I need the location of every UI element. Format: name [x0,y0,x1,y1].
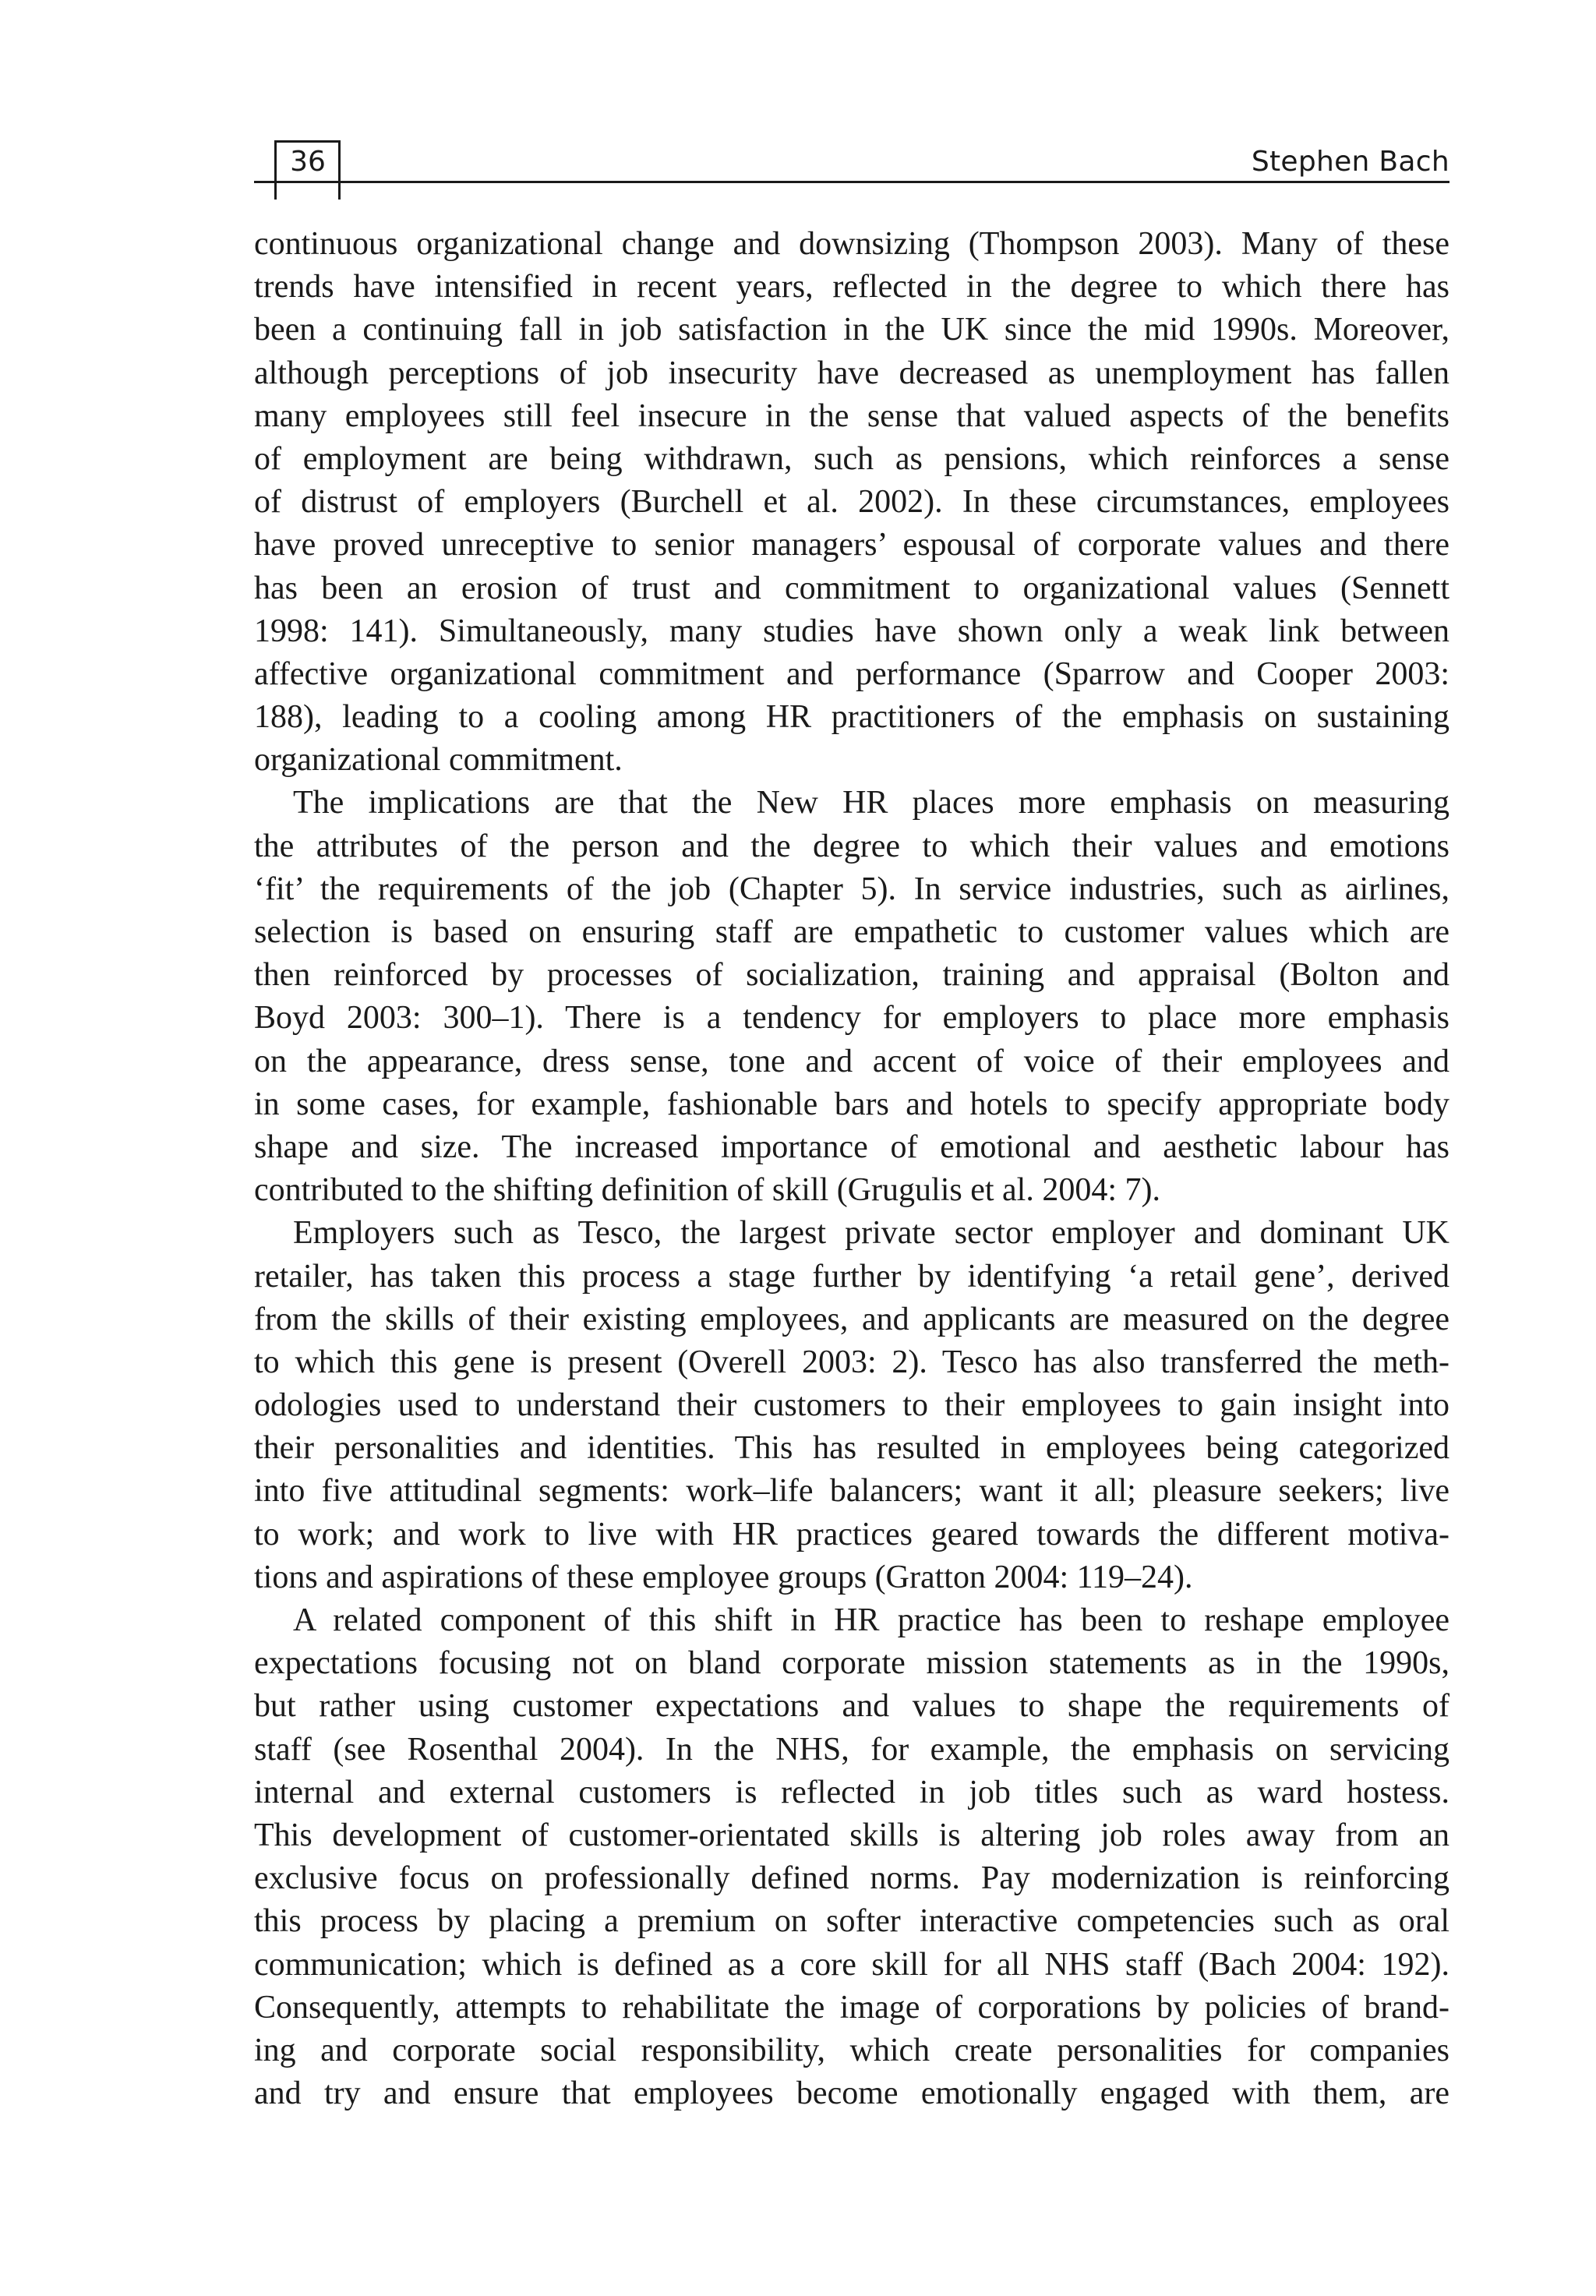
text-line: of distrust of employers (Burchell et al. 2002). In these circumstances, employees [254,484,1449,521]
text-line: been a continuing fall in job satisfaction in the UK since the mid 1990s. Moreover, [254,312,1449,348]
running-header [254,134,1449,200]
text-line: although perceptions of job insecurity have decreased as unemployment has fallen [254,355,1449,391]
text-line: communication; which is defined as a core skill for all NHS staff (Bach 2004: 192). [254,1946,1449,1983]
text-line: Consequently, attempts to rehabilitate the image of corporations by policies of brand- [254,1989,1449,2026]
text-line: and try and ensure that employees become emotionally engaged with them, are [254,2075,1449,2112]
text-line: tions and aspirations of these employee groups (Gratton 2004: 119–24). [254,1559,1193,1595]
paragraph [254,1599,1449,2115]
text-line: 1998: 141). Simultaneously, many studies have shown only a weak link between [254,613,1449,649]
text-line: exclusive focus on professionally defined norms. Pay modernization is reinforcing [254,1860,1449,1897]
text-line: selection is based on ensuring staff are empathetic to customer values which are [254,914,1449,950]
text-line: of employment are being withdrawn, such as pensions, which reinforces a sense [254,440,1449,477]
text-line: has been an erosion of trust and commitment to organizational values (Sennett [254,570,1449,606]
body-text [254,223,1449,2115]
text-line: continuous organizational change and downsizing (Thompson 2003). Many of these [254,226,1449,262]
text-line: This development of customer-orientated skills is altering job roles away from an [254,1817,1449,1853]
text-line: many employees still feel insecure in the sense that valued aspects of the benefits [254,397,1449,434]
author-running-head: Stephen Bach [1251,146,1449,178]
paragraph [254,782,1449,1212]
text-line: then reinforced by processes of socialization, training and appraisal (Bolton and [254,957,1449,994]
text-line: The implications are that the New HR places more emphasis on measuring [293,785,1449,821]
text-line: affective organizational commitment and performance (Sparrow and Cooper 2003: [254,655,1449,692]
text-line: shape and size. The increased importance of emotional and aesthetic labour has [254,1129,1449,1165]
text-line: trends have intensified in recent years, reflected in the degree to which there has [254,269,1449,306]
text-line: A related component of this shift in HR practice has been to reshape employee [293,1602,1449,1638]
paragraph [254,223,1449,782]
text-line: staff (see Rosenthal 2004). In the NHS, for example, the emphasis on servicing [254,1731,1449,1768]
text-line: expectations focusing not on bland corporate mission statements as in the 1990s, [254,1645,1449,1682]
text-line: from the skills of their existing employees, and applicants are measured on the degree [254,1301,1449,1337]
paragraph [254,1212,1449,1599]
text-line: this process by placing a premium on softer interactive competencies such as oral [254,1903,1449,1940]
text-line: ‘fit’ the requirements of the job (Chapter 5). In service industries, such as airlines, [254,871,1449,907]
text-line: organizational commitment. [254,742,623,779]
text-line: into five attitudinal segments: work–life balancers; want it all; pleasure seekers; live [254,1473,1449,1510]
text-line: internal and external customers is reflected in job titles such as ward hostess. [254,1774,1449,1810]
text-line: the attributes of the person and the degree to which their values and emotions [254,828,1449,864]
text-line: contributed to the shifting definition of skill (Grugulis et al. 2004: 7). [254,1172,1160,1209]
header-rule [254,181,1449,183]
text-line: in some cases, for example, fashionable bars and hotels to specify appropriate body [254,1086,1449,1122]
text-line: retailer, has taken this process a stage further by identifying ‘a retail gene’, derived [254,1258,1449,1295]
text-line: on the appearance, dress sense, tone and accent of voice of their employees and [254,1043,1449,1079]
folio-box-top [274,140,341,143]
text-line: 188), leading to a cooling among HR practitioners of the emphasis on sustaining [254,699,1449,736]
text-line: ing and corporate social responsibility, which create personalities for companies [254,2032,1449,2068]
page-number: 36 [290,146,326,178]
text-line: have proved unreceptive to senior managers’ espousal of corporate values and there [254,527,1449,563]
text-line: but rather using customer expectations and values to shape the requirements of [254,1688,1449,1725]
text-line: to work; and work to live with HR practices geared towards the different motiva- [254,1516,1449,1552]
text-line: to which this gene is present (Overell 2003: 2). Tesco has also transferred the meth- [254,1344,1449,1380]
text-line: Boyd 2003: 300–1). There is a tendency for employers to place more emphasis [254,1000,1449,1037]
text-line: Employers such as Tesco, the largest private sector employer and dominant UK [293,1215,1449,1252]
text-line: their personalities and identities. This has resulted in employees being categorized [254,1430,1449,1467]
folio-box-right [338,140,341,200]
folio-box-left [274,140,277,200]
text-line: odologies used to understand their customers to their employees to gain insight into [254,1387,1449,1424]
